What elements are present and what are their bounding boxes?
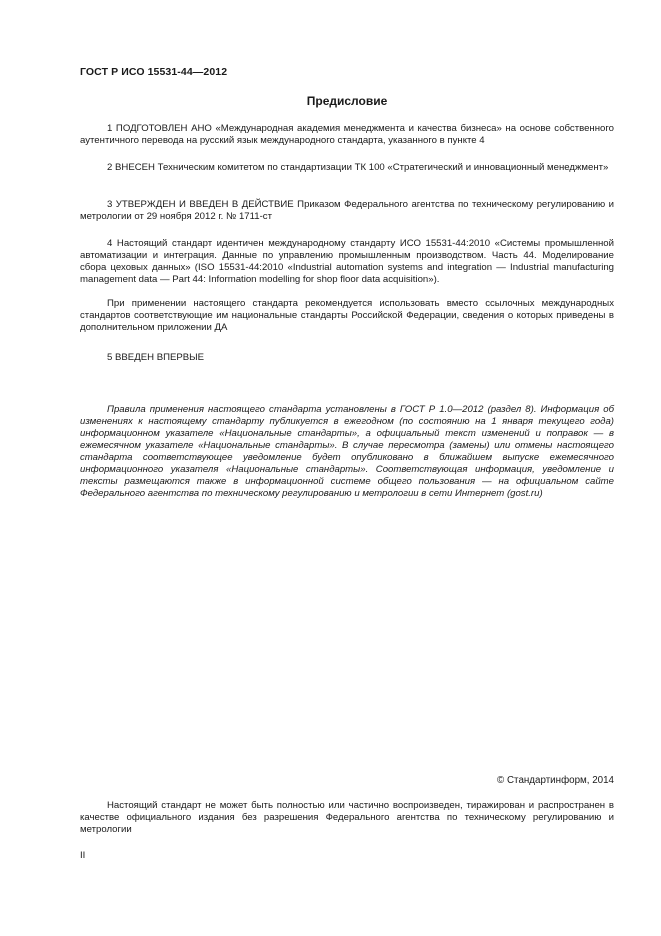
preface-item-1: 1 ПОДГОТОВЛЕН АНО «Международная академия менеджмента и качества бизнеса» на основе собственного аутентичного перевода на русский язык международного стандарта, указанного в пункте 4 — [80, 123, 614, 146]
preface-item-4: 4 Настоящий стандарт идентичен международному стандарту ИСО 15531-44:2010 «Системы промышленной автоматизации и интеграция. Данные по управлению промышленным производством. Часть 44. Моделирование сбора цеховых данных» (ISO 15531-44:2010 «Industrial automation systems and integration — Industrial manufacturing management data — Part 44: Information modelling for shop floor data acquisition»). — [80, 238, 614, 285]
preface-item-5: 5 ВВЕДЕН ВПЕРВЫЕ — [107, 352, 205, 363]
document-header: ГОСТ Р ИСО 15531-44—2012 — [80, 66, 228, 78]
copyright-notice: © Стандартинформ, 2014 — [497, 775, 614, 786]
reproduction-notice: Настоящий стандарт не может быть полностью или частично воспроизведен, тиражирован и распространен в качестве официального издания без разрешения Федерального агентства по техническому регулированию и метрологии — [80, 800, 614, 835]
preface-item-4-note: При применении настоящего стандарта рекомендуется использовать вместо ссылочных международных стандартов соответствующие им национальные стандарты Российской Федерации, сведения о которых приведены в дополнительном приложении ДА — [80, 298, 614, 333]
application-rules-notice: Правила применения настоящего стандарта установлены в ГОСТ Р 1.0—2012 (раздел 8). Информация об изменениях к настоящему стандарту публикуется в ежегодном (по состоянию на 1 января текущего года) информационном указателе «Национальные стандарты», а официальный текст изменений и поправок — в ежемесячном указателе «Национальные стандарты». В случае пересмотра (замены) или отмены настоящего стандарта соответствующее уведомление будет опубликовано в ближайшем выпуске ежемесячного информационного указателя «Национальные стандарты». Соответствующая информация, уведомление и тексты размещаются также в информационной системе общего пользования — на официальном сайте Федерального агентства по техническому регулированию и метрологии в сети Интернет (gost.ru) — [80, 404, 614, 499]
preface-item-3: 3 УТВЕРЖДЕН И ВВЕДЕН В ДЕЙСТВИЕ Приказом Федерального агентства по техническому регулированию и метрологии от 29 ноября 2012 г. № 1711-ст — [80, 199, 614, 222]
preface-item-2: 2 ВНЕСЕН Техническим комитетом по стандартизации ТК 100 «Стратегический и инновационный менеджмент» — [107, 162, 609, 173]
page-title: Предисловие — [306, 94, 388, 108]
page-number: II — [80, 850, 86, 861]
